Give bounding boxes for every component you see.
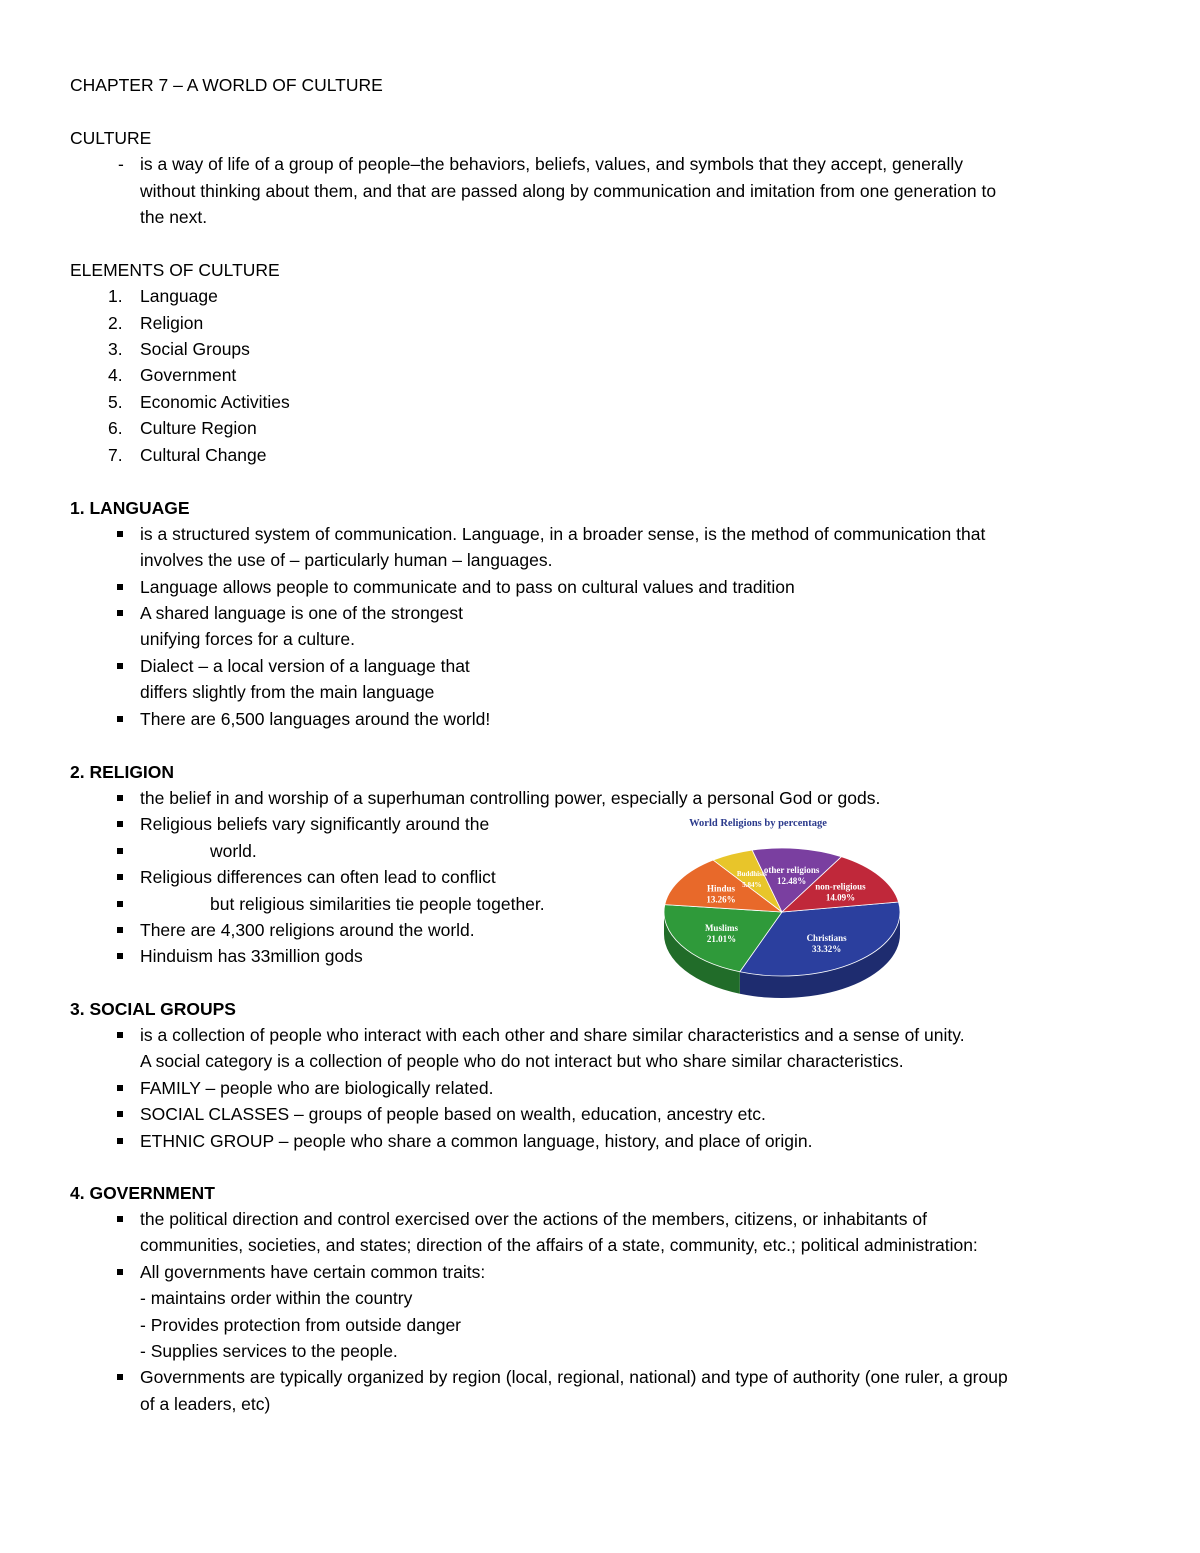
language-heading: 1. LANGUAGE xyxy=(70,498,190,518)
chart-title: World Religions by percentage xyxy=(689,818,827,829)
religion-bullet-text: Religious beliefs vary significantly around the xyxy=(140,814,490,834)
pie-slice-label: Hindus xyxy=(706,883,735,894)
bullet-icon xyxy=(117,610,123,616)
list-item: Cultural Change xyxy=(140,445,267,465)
government-bullet-text: - Provides protection from outside danger xyxy=(140,1315,461,1335)
bullet-icon xyxy=(117,1216,123,1222)
elements-heading: ELEMENTS OF CULTURE xyxy=(70,260,280,280)
government-bullet-text: - Supplies services to the people. xyxy=(140,1341,398,1361)
pie-slice-value-label: 21.01% xyxy=(706,933,737,944)
list-item-number: 1. xyxy=(108,286,123,306)
list-item: Religion xyxy=(140,313,204,333)
list-item-number: 6. xyxy=(108,418,123,438)
bullet-icon xyxy=(117,1138,123,1144)
government-bullet-text: - maintains order within the country xyxy=(140,1288,413,1308)
government-bullet-text: of a leaders, etc) xyxy=(140,1394,271,1414)
language-bullet-text: unifying forces for a culture. xyxy=(140,629,355,649)
bullet-icon xyxy=(117,1085,123,1091)
culture-definition-line: the next. xyxy=(140,207,208,227)
bullet-icon xyxy=(117,584,123,590)
government-bullet-text: the political direction and control exercised over the actions of the members, citizens, or inhabitants of xyxy=(140,1209,927,1229)
list-item: Economic Activities xyxy=(140,392,290,412)
culture-definition-line: is a way of life of a group of people–the behaviors, beliefs, values, and symbols that they accept, generally xyxy=(140,154,963,174)
language-bullet-text: There are 6,500 languages around the world! xyxy=(140,709,491,729)
culture-heading: CULTURE xyxy=(70,128,152,148)
bullet-icon xyxy=(117,901,123,907)
religion-bullet-text: Hinduism has 33million gods xyxy=(140,946,363,966)
list-item-number: 5. xyxy=(108,392,123,412)
list-item-number: 4. xyxy=(108,365,123,385)
bullet-icon xyxy=(117,953,123,959)
language-bullet-text: Language allows people to communicate and to pass on cultural values and tradition xyxy=(140,577,795,597)
pie-slice-value-label: 33.32% xyxy=(811,943,842,954)
government-bullet-text: Governments are typically organized by region (local, regional, national) and type of authority (one ruler, a group xyxy=(140,1367,1008,1387)
religion-bullet-text: Religious differences can often lead to conflict xyxy=(140,867,496,887)
government-bullet-text: All governments have certain common traits: xyxy=(140,1262,486,1282)
language-bullet-text: A shared language is one of the strongest xyxy=(140,603,464,623)
language-bullet-text: Dialect – a local version of a language that xyxy=(140,656,470,676)
list-item-number: 7. xyxy=(108,445,123,465)
social-groups-bullet-text: SOCIAL CLASSES – groups of people based on wealth, education, ancestry etc. xyxy=(140,1104,766,1124)
pie-slice-label: Buddhists xyxy=(736,870,767,879)
bullet-icon xyxy=(117,874,123,880)
bullet-icon xyxy=(117,1032,123,1038)
religion-bullet-text: but religious similarities tie people together. xyxy=(210,894,545,914)
pie-slice-value-label: 14.09% xyxy=(825,892,856,903)
social-groups-bullet-text: ETHNIC GROUP – people who share a common language, history, and place of origin. xyxy=(140,1131,813,1151)
social-groups-bullet-text: FAMILY – people who are biologically related. xyxy=(140,1078,494,1098)
religion-bullet-text: the belief in and worship of a superhuman controlling power, especially a personal God or gods. xyxy=(140,788,881,808)
language-bullet-text: differs slightly from the main language xyxy=(140,682,435,702)
religion-bullet-text: There are 4,300 religions around the world. xyxy=(140,920,475,940)
list-item-number: 3. xyxy=(108,339,123,359)
language-bullet-text: is a structured system of communication. Language, in a broader sense, is the method of communication that xyxy=(140,524,986,544)
list-item: Language xyxy=(140,286,218,306)
bullet-icon xyxy=(117,1269,123,1275)
bullet-icon xyxy=(117,848,123,854)
religions-pie-chart xyxy=(660,812,910,1002)
pie-slice-label: Muslims xyxy=(704,922,738,933)
pie-slice-value-label: 12.48% xyxy=(776,875,807,886)
religion-heading: 2. RELIGION xyxy=(70,762,175,782)
pie-chart-svg xyxy=(660,812,910,1002)
list-item: Government xyxy=(140,365,237,385)
language-bullet-text: involves the use of – particularly human – languages. xyxy=(140,550,553,570)
religion-bullet-text: world. xyxy=(210,841,257,861)
pie-slice-label: other religions xyxy=(763,864,820,875)
culture-definition-line: without thinking about them, and that are passed along by communication and imitation from one generation to xyxy=(140,181,997,201)
list-item: Social Groups xyxy=(140,339,250,359)
social-groups-bullet-text: is a collection of people who interact with each other and share similar characteristics and a sense of unity. xyxy=(140,1025,965,1045)
bullet-icon xyxy=(117,1111,123,1117)
pie-slice-label: Christians xyxy=(806,932,847,943)
social-groups-bullet-text: A social category is a collection of people who do not interact but who share similar characteristics. xyxy=(140,1051,904,1071)
bullet-icon xyxy=(117,795,123,801)
list-item: Culture Region xyxy=(140,418,257,438)
pie-slice-value-label: 5.84% xyxy=(742,881,762,890)
social-groups-heading: 3. SOCIAL GROUPS xyxy=(70,999,236,1019)
bullet-icon xyxy=(117,716,123,722)
bullet-icon xyxy=(117,1374,123,1380)
bullet-icon xyxy=(117,927,123,933)
bullet-icon xyxy=(117,531,123,537)
bullet-icon xyxy=(117,821,123,827)
dash-marker: - xyxy=(118,154,124,174)
page-title: CHAPTER 7 – A WORLD OF CULTURE xyxy=(70,75,383,95)
government-bullet-text: communities, societies, and states; direction of the affairs of a state, community, etc.; political administration: xyxy=(140,1235,978,1255)
list-item-number: 2. xyxy=(108,313,123,333)
pie-slice-value-label: 13.26% xyxy=(706,894,736,905)
pie-slice-label: non-religious xyxy=(815,881,866,892)
government-heading: 4. GOVERNMENT xyxy=(70,1183,215,1203)
bullet-icon xyxy=(117,663,123,669)
